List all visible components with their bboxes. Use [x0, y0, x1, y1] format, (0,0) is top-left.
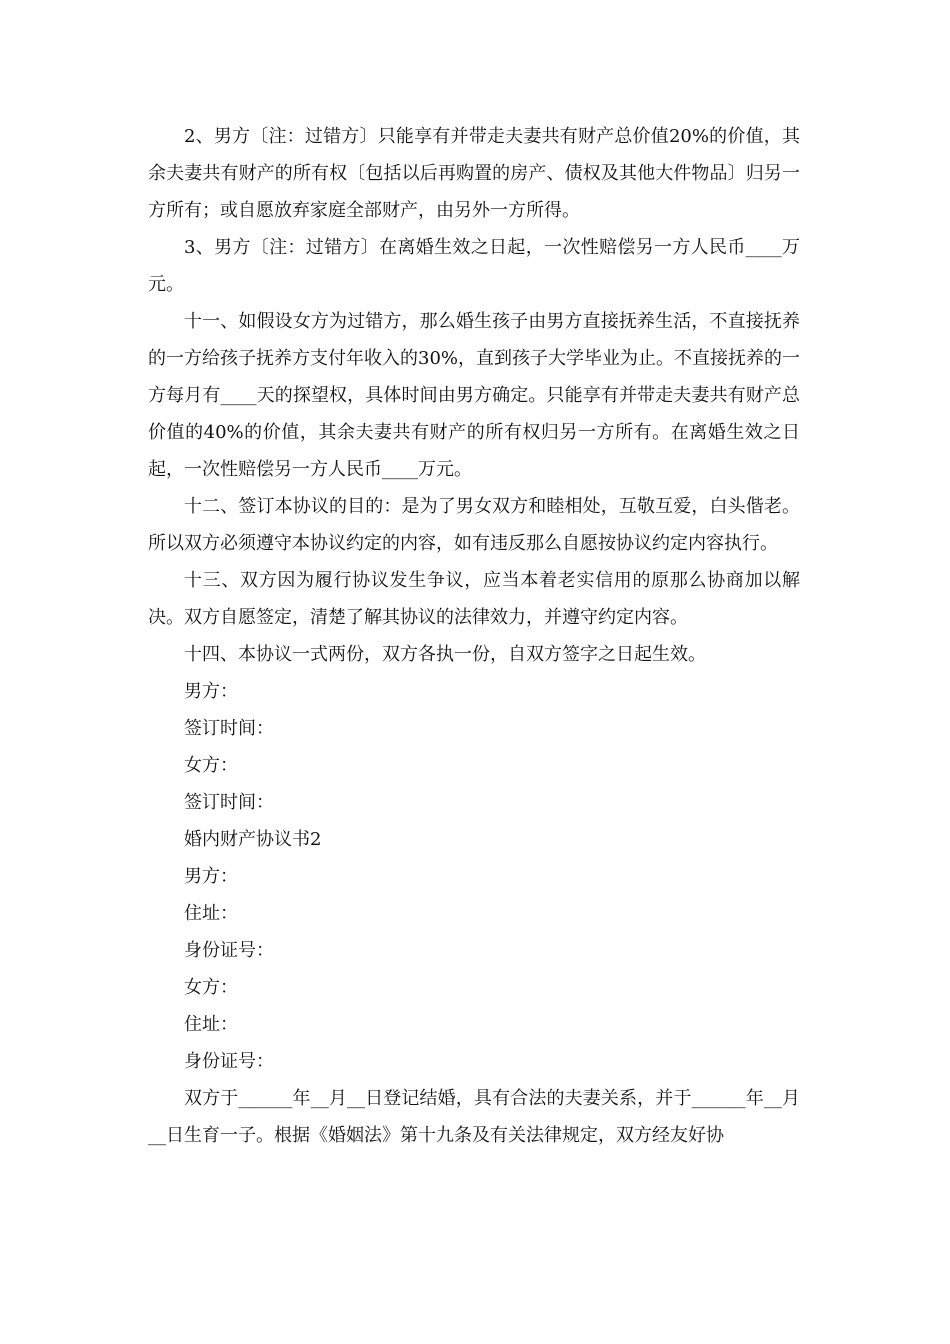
second-agreement-title: 婚内财产协议书2	[184, 829, 322, 850]
signature-female-date-label: 签订时间：	[184, 792, 274, 813]
clause-14-paragraph: 十四、本协议一式两份，双方各执一份，自双方签字之日起生效。	[184, 644, 706, 665]
party-female-label: 女方：	[184, 977, 238, 998]
clause-3-paragraph: 3、男方〔注：过错方〕在离婚生效之日起，一次性赔偿另一方人民币____万元。	[148, 237, 800, 295]
party-female-address-label: 住址：	[184, 1014, 238, 1035]
signature-male-date-label: 签订时间：	[184, 718, 274, 739]
party-male-label: 男方：	[184, 866, 238, 887]
signature-female-label: 女方：	[184, 755, 238, 776]
party-female-id-label: 身份证号：	[184, 1051, 274, 1072]
party-male-id-label: 身份证号：	[184, 940, 274, 961]
document-body	[148, 118, 800, 1154]
clause-2-paragraph: 2、男方〔注：过错方〕只能享有并带走夫妻共有财产总价值20%的价值，其余夫妻共有财产的所有权〔包括以后再购置的房产、债权及其他大件物品〕归另一方所有；或自愿放弃家庭全部财产，由另外一方所得。	[148, 126, 800, 221]
signature-male-label: 男方：	[184, 681, 238, 702]
clause-13-paragraph: 十三、双方因为履行协议发生争议，应当本着老实信用的原那么协商加以解决。双方自愿签定，清楚了解其协议的法律效力，并遵守约定内容。	[148, 570, 800, 628]
clause-12-paragraph: 十二、签订本协议的目的：是为了男女双方和睦相处，互敬互爱，白头偕老。所以双方必须遵守本协议约定的内容，如有违反那么自愿按协议约定内容执行。	[148, 496, 800, 554]
party-male-address-label: 住址：	[184, 903, 238, 924]
clause-11-paragraph: 十一、如假设女方为过错方，那么婚生孩子由男方直接抚养生活，不直接抚养的一方给孩子抚养方支付年收入的30%，直到孩子大学毕业为止。不直接抚养的一方每月有____天的探望权，具体时间由男方确定。只能享有并带走夫妻共有财产总价值的40%的价值，其余夫妻共有财产的所有权归另一方所有。在离婚生效之日起，一次性赔偿另一方人民币____万元。	[148, 311, 801, 480]
marriage-statement-paragraph: 双方于______年__月__日登记结婚，具有合法的夫妻关系，并于______年__月__日生育一子。根据《婚姻法》第十九条及有关法律规定，双方经友好协	[148, 1088, 800, 1146]
